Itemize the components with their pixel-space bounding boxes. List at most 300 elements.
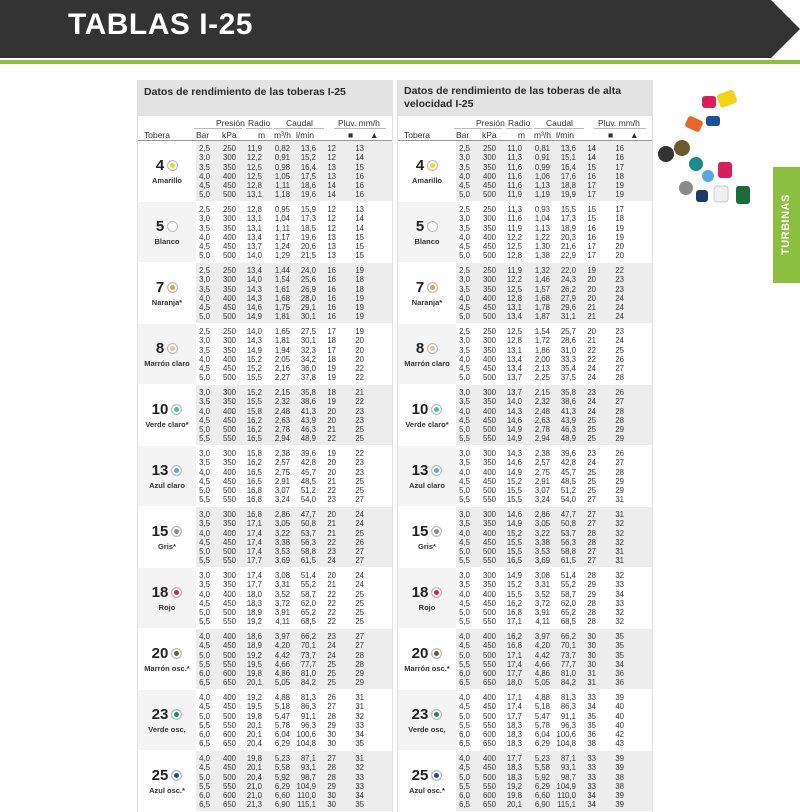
table-cell: 5,5: [459, 720, 470, 730]
table-cell: 1,81: [274, 312, 290, 322]
table-cell: 400: [482, 171, 496, 181]
table-cell: 12: [327, 214, 336, 224]
table-cell: 62,0: [300, 598, 316, 608]
nozzle-color-label: Marrón osc.*: [144, 664, 190, 673]
nozzle-color-label: Naranja*: [411, 298, 443, 307]
table-cell: 2,57: [534, 458, 550, 468]
table-cell: 20: [327, 510, 336, 519]
nozzle-yellow: [716, 90, 738, 108]
table-cell: 1,22: [534, 232, 550, 242]
table-cell: 30: [327, 791, 336, 801]
table-cell: 6,04: [534, 730, 550, 740]
table-row: [196, 782, 392, 791]
table-row: [196, 294, 392, 303]
table-cell: 28: [587, 571, 596, 580]
table-cell: 4,5: [459, 537, 470, 547]
table-cell: 350: [222, 345, 236, 355]
table-cell: 29: [615, 425, 624, 435]
table-cell: 15,8: [246, 406, 262, 416]
table-cell: 61,5: [560, 556, 576, 566]
table-cell: 18,6: [300, 181, 316, 191]
table-row: [456, 153, 652, 162]
table-cell: 35,4: [560, 364, 576, 374]
table-cell: 31: [615, 556, 624, 566]
table-cell: 1,13: [534, 181, 550, 191]
nozzle-number-row: [416, 218, 438, 235]
nozzle-number-row: [412, 706, 443, 723]
table-cell: 5,0: [199, 650, 210, 660]
table-cell: 25: [587, 486, 596, 496]
table-cell: 18,8: [560, 181, 576, 191]
table-cell: 300: [482, 336, 496, 346]
table-cell: 5,5: [459, 556, 470, 566]
table-cell: 13: [327, 251, 336, 261]
header-rule: [594, 128, 646, 129]
table-cell: 3,5: [459, 397, 470, 407]
table-row: [456, 303, 652, 312]
table-row: [196, 702, 392, 711]
table-cell: 3,0: [459, 214, 470, 224]
table-cell: 28,6: [560, 336, 576, 346]
table-cell: 29: [355, 678, 364, 688]
table-cell: 5,92: [274, 772, 290, 782]
table-row: [456, 510, 652, 519]
table-row: [456, 538, 652, 547]
table-cell: 29: [615, 486, 624, 496]
table-cell: 450: [482, 763, 496, 773]
nozzle-orange: [684, 115, 704, 133]
nozzle-color-dot: [171, 648, 182, 659]
table-cell: 77,7: [560, 659, 576, 669]
nozzle-group: [138, 690, 392, 751]
table-row: [196, 388, 392, 397]
table-cell: 3,5: [199, 284, 210, 294]
col-m: m: [518, 130, 526, 140]
table-cell: 12,5: [506, 242, 522, 252]
table-cell: 18,5: [300, 223, 316, 233]
table-cell: 3,0: [199, 153, 210, 163]
table-cell: 17,4: [246, 528, 262, 538]
table-cell: 14,9: [506, 434, 522, 444]
table-cell: 3,5: [459, 519, 470, 529]
nozzle-data: [456, 690, 652, 750]
table-cell: 33: [355, 781, 364, 791]
table-cell: 17,3: [300, 214, 316, 224]
table-cell: 3,31: [534, 580, 550, 590]
table-cell: 5,05: [274, 678, 290, 688]
table-row: [196, 617, 392, 626]
nozzle-number-row: [412, 584, 443, 601]
table-cell: 36: [615, 678, 624, 688]
section-tab-label: TURBINAS: [780, 194, 792, 255]
table-cell: 55,2: [300, 580, 316, 590]
table-cell: 4,5: [459, 476, 470, 486]
table-cell: 91,1: [300, 711, 316, 721]
table-cell: 5,5: [459, 781, 470, 791]
table-cell: 3,5: [459, 580, 470, 590]
nozzle-blue: [706, 116, 720, 126]
table-cell: 350: [222, 223, 236, 233]
nozzle-number: 4: [155, 157, 165, 174]
table-cell: 20: [327, 458, 336, 468]
table-row: [456, 608, 652, 617]
table-cell: 500: [222, 711, 236, 721]
table-cell: 13,7: [506, 388, 522, 397]
nozzle-group: [138, 507, 392, 568]
nozzle-number-row: [152, 523, 183, 540]
table-cell: 1,54: [534, 327, 550, 336]
nozzle-number-row: [416, 340, 438, 357]
table-cell: 4,5: [199, 537, 210, 547]
table-cell: 26,2: [560, 284, 576, 294]
nozzle-group: [398, 324, 652, 385]
table-cell: 1,30: [534, 242, 550, 252]
table-cell: 33: [587, 781, 596, 791]
table-cell: 500: [222, 486, 236, 496]
table-cell: 4,42: [274, 650, 290, 660]
table-cell: 115,1: [557, 800, 576, 810]
table-cell: 19,2: [506, 781, 522, 791]
table-cell: 14,3: [246, 284, 262, 294]
table-cell: 400: [482, 293, 496, 303]
table-cell: 16,5: [246, 476, 262, 486]
table-cell: 600: [222, 730, 236, 740]
table-row: [456, 336, 652, 345]
col-caudal: Caudal: [546, 118, 573, 128]
table-cell: 4,5: [199, 415, 210, 425]
table-cell: 4,0: [199, 406, 210, 416]
nozzle-group: [398, 690, 652, 751]
table-cell: 1,11: [275, 181, 290, 191]
table-cell: 4,0: [459, 632, 470, 641]
table-cell: 27: [615, 458, 624, 468]
nozzle-data: [456, 202, 652, 262]
nozzle-color-label: Marrón osc.*: [404, 664, 450, 673]
table-cell: 24: [587, 406, 596, 416]
table-cell: 500: [482, 486, 496, 496]
table-cell: 45,7: [560, 467, 576, 477]
table-cell: 3,0: [459, 388, 470, 397]
table-cell: 15,2: [246, 354, 262, 364]
table-cell: 17,5: [300, 171, 316, 181]
nozzle-white: [714, 186, 728, 202]
table-cell: 3,0: [459, 153, 470, 163]
table-cell: 2,78: [534, 425, 550, 435]
nozzle-number-row: [152, 462, 183, 479]
table-cell: 25: [587, 434, 596, 444]
table-cell: 22: [355, 373, 364, 383]
table-cell: 14: [587, 153, 596, 163]
table-cell: 6,90: [274, 800, 290, 810]
table-cell: 600: [222, 791, 236, 801]
table-cell: 21: [587, 336, 596, 346]
table-cell: 5,0: [199, 772, 210, 782]
table-cell: 27: [587, 547, 596, 557]
nozzle-group: [138, 202, 392, 263]
table-cell: 25: [327, 678, 336, 688]
table-cell: 32,3: [300, 345, 316, 355]
table-cell: 250: [482, 266, 496, 275]
nozzle-color-label: Rojo: [418, 603, 436, 612]
nozzle-number: 5: [415, 218, 425, 235]
table-cell: 23: [587, 449, 596, 458]
table-cell: 13,4: [246, 232, 262, 242]
table-cell: 91,1: [560, 711, 576, 721]
table-cell: 32: [615, 519, 624, 529]
nozzle-green: [736, 186, 750, 204]
table-cell: 2,38: [534, 449, 550, 458]
table-cell: 24: [587, 458, 596, 468]
table-cell: 3,0: [459, 275, 470, 285]
table-row: [196, 641, 392, 650]
header-rule: [334, 128, 386, 129]
table-cell: 12: [327, 153, 336, 163]
table-cell: 25: [355, 598, 364, 608]
table-cell: 25: [355, 608, 364, 618]
table-cell: 500: [222, 650, 236, 660]
table-cell: 1,87: [534, 312, 550, 322]
table-cell: 15,2: [246, 364, 262, 374]
col-lmin: l/min: [556, 130, 574, 140]
table-cell: 550: [482, 720, 496, 730]
table-cell: 2,5: [459, 144, 470, 153]
table-cell: 450: [482, 181, 496, 191]
table-cell: 500: [482, 425, 496, 435]
table-cell: 450: [482, 303, 496, 313]
nozzle-color-dot: [431, 709, 442, 720]
table-cell: 21: [355, 388, 364, 397]
table-cell: 17: [615, 162, 624, 172]
table-row: [456, 251, 652, 260]
table-cell: 1,29: [274, 251, 290, 261]
nozzle-color-label: Verde osc,: [408, 725, 446, 734]
table-cell: 14,9: [506, 425, 522, 435]
nozzle-group: [138, 324, 392, 385]
table-cell: 22: [327, 486, 336, 496]
table-cell: 4,0: [459, 528, 470, 538]
table-row: [196, 495, 392, 504]
table-cell: 11,3: [507, 153, 522, 163]
nozzle-red: [702, 96, 716, 108]
table-cell: 300: [482, 571, 496, 580]
table-cell: 5,92: [534, 772, 550, 782]
table-cell: 16: [327, 275, 336, 285]
table-cell: 3,0: [459, 336, 470, 346]
nozzle-color-label: Marrón claro: [144, 359, 190, 368]
table-cell: 31: [587, 678, 596, 688]
table-row: [196, 214, 392, 223]
nozzle-data: [456, 751, 652, 811]
table-cell: 28: [327, 772, 336, 782]
table-cell: 3,08: [274, 571, 290, 580]
table-cell: 350: [222, 458, 236, 468]
col-lmin: l/min: [296, 130, 314, 140]
table-cell: 19,2: [246, 693, 262, 702]
nozzle-number: 20: [151, 645, 169, 662]
table-cell: 6,5: [199, 739, 210, 749]
table-cell: 51,4: [560, 571, 576, 580]
table-cell: 1,75: [274, 303, 290, 313]
table-cell: 2,5: [459, 327, 470, 336]
table-cell: 28: [615, 373, 624, 383]
table-cell: 24: [327, 641, 336, 651]
nozzle-data: [196, 263, 392, 323]
table-cell: 11,6: [507, 171, 522, 181]
table-cell: 53,7: [300, 528, 316, 538]
table-cell: 19: [615, 181, 624, 191]
table-cell: 450: [222, 303, 236, 313]
table-cell: 21: [327, 528, 336, 538]
table-cell: 17,4: [246, 537, 262, 547]
table-cell: 21: [327, 476, 336, 486]
table-row: [456, 791, 652, 800]
nozzle-color-label: Verde claro*: [145, 420, 189, 429]
table-cell: 32: [355, 711, 364, 721]
table-cell: 30,1: [300, 336, 316, 346]
table-cell: 650: [222, 800, 236, 810]
table-cell: 4,5: [199, 641, 210, 651]
table-cell: 500: [482, 251, 496, 261]
table-row: [196, 580, 392, 589]
table-row: [196, 275, 392, 284]
nozzle-data: [196, 507, 392, 567]
table-cell: 21: [327, 580, 336, 590]
table-cell: 4,88: [274, 693, 290, 702]
table-cell: 27: [587, 495, 596, 505]
table-cell: 3,5: [199, 519, 210, 529]
table-cell: 16,8: [246, 495, 262, 505]
table-cell: 550: [222, 781, 236, 791]
table-cell: 350: [482, 284, 496, 294]
table-cell: 500: [482, 650, 496, 660]
table-cell: 18: [615, 214, 624, 224]
table-cell: 15,5: [246, 397, 262, 407]
table-cell: 2,15: [534, 388, 550, 397]
table-cell: 14: [587, 144, 596, 153]
table-cell: 28: [587, 528, 596, 538]
table-cell: 30: [327, 739, 336, 749]
nozzle-data: [196, 751, 392, 811]
table-cell: 25,6: [300, 275, 316, 285]
table-row: [196, 355, 392, 364]
table-cell: 50,8: [300, 519, 316, 529]
table-cell: 400: [482, 354, 496, 364]
table-cell: 2,78: [274, 425, 290, 435]
table-cell: 3,5: [199, 345, 210, 355]
table-cell: 0,82: [274, 144, 290, 153]
table-cell: 450: [222, 702, 236, 712]
table-cell: 3,0: [199, 214, 210, 224]
table-cell: 2,25: [534, 373, 550, 383]
nozzle-number: 15: [151, 523, 169, 540]
nozzle-color-dot: [171, 587, 182, 598]
table-cell: 5,5: [459, 434, 470, 444]
table-cell: 22: [587, 345, 596, 355]
table-cell: 16: [355, 181, 364, 191]
table-cell: 26: [615, 354, 624, 364]
table-cell: 300: [222, 214, 236, 224]
table-row: [196, 510, 392, 519]
nozzle-brown: [674, 140, 690, 156]
table-cell: 32: [615, 537, 624, 547]
table-cell: 17,7: [246, 556, 262, 566]
table-cell: 19: [355, 266, 364, 275]
nozzle-color-dot: [431, 587, 442, 598]
table-cell: 550: [482, 556, 496, 566]
table-cell: 20,6: [300, 242, 316, 252]
table-cell: 17: [327, 327, 336, 336]
table-row: [196, 303, 392, 312]
table-row: [196, 571, 392, 580]
nozzle-data: [456, 324, 652, 384]
table-cell: 500: [222, 312, 236, 322]
table-cell: 600: [222, 669, 236, 679]
table-cell: 28: [355, 659, 364, 669]
nozzle-name: [138, 751, 196, 811]
table-cell: 2,94: [274, 434, 290, 444]
table-cell: 6,29: [274, 739, 290, 749]
table-cell: 18,3: [506, 763, 522, 773]
table-cell: 104,9: [556, 781, 576, 791]
table-cell: 12,8: [246, 181, 262, 191]
table-row: [196, 538, 392, 547]
table-cell: 500: [482, 312, 496, 322]
table-cell: 17,7: [506, 669, 522, 679]
table-cell: 14,0: [506, 397, 522, 407]
table-cell: 104,8: [296, 739, 316, 749]
table-cell: 6,0: [199, 730, 210, 740]
table-cell: 20: [587, 284, 596, 294]
table-cell: 56,3: [300, 537, 316, 547]
table-cell: 5,58: [534, 763, 550, 773]
table-cell: 30: [327, 800, 336, 810]
table-cell: 68,5: [560, 617, 576, 627]
table-row: [196, 458, 392, 467]
table-cell: 13,6: [300, 144, 316, 153]
table-cell: 31: [587, 669, 596, 679]
table-cell: 15,2: [246, 388, 262, 397]
table-row: [456, 407, 652, 416]
table-cell: 1,13: [534, 223, 550, 233]
table-cell: 4,0: [199, 528, 210, 538]
table-cell: 2,05: [274, 354, 290, 364]
table-cell: 14,0: [246, 275, 262, 285]
table-cell: 0,91: [534, 153, 550, 163]
table-cell: 12: [327, 144, 336, 153]
table-cell: 27: [615, 364, 624, 374]
nozzle-name: [138, 568, 196, 628]
table-cell: 33: [587, 693, 596, 702]
table-cell: 400: [222, 754, 236, 763]
table-cell: 650: [482, 800, 496, 810]
table-row: [196, 712, 392, 721]
nozzle-number-row: [412, 401, 443, 418]
table-cell: 3,24: [534, 495, 550, 505]
table-cell: 87,1: [560, 754, 576, 763]
table-cell: 13,6: [560, 144, 576, 153]
nozzle-name: [138, 446, 196, 506]
nozzle-data: [456, 446, 652, 506]
table-cell: 25: [587, 415, 596, 425]
col-kpa: kPa: [482, 130, 497, 140]
table-row: [456, 739, 652, 748]
table-cell: 2,91: [274, 476, 290, 486]
table-cell: 1,86: [534, 345, 550, 355]
table-cell: 39: [615, 763, 624, 773]
table-row: [456, 571, 652, 580]
table-cell: 3,53: [534, 547, 550, 557]
table-cell: 110,0: [297, 791, 316, 801]
